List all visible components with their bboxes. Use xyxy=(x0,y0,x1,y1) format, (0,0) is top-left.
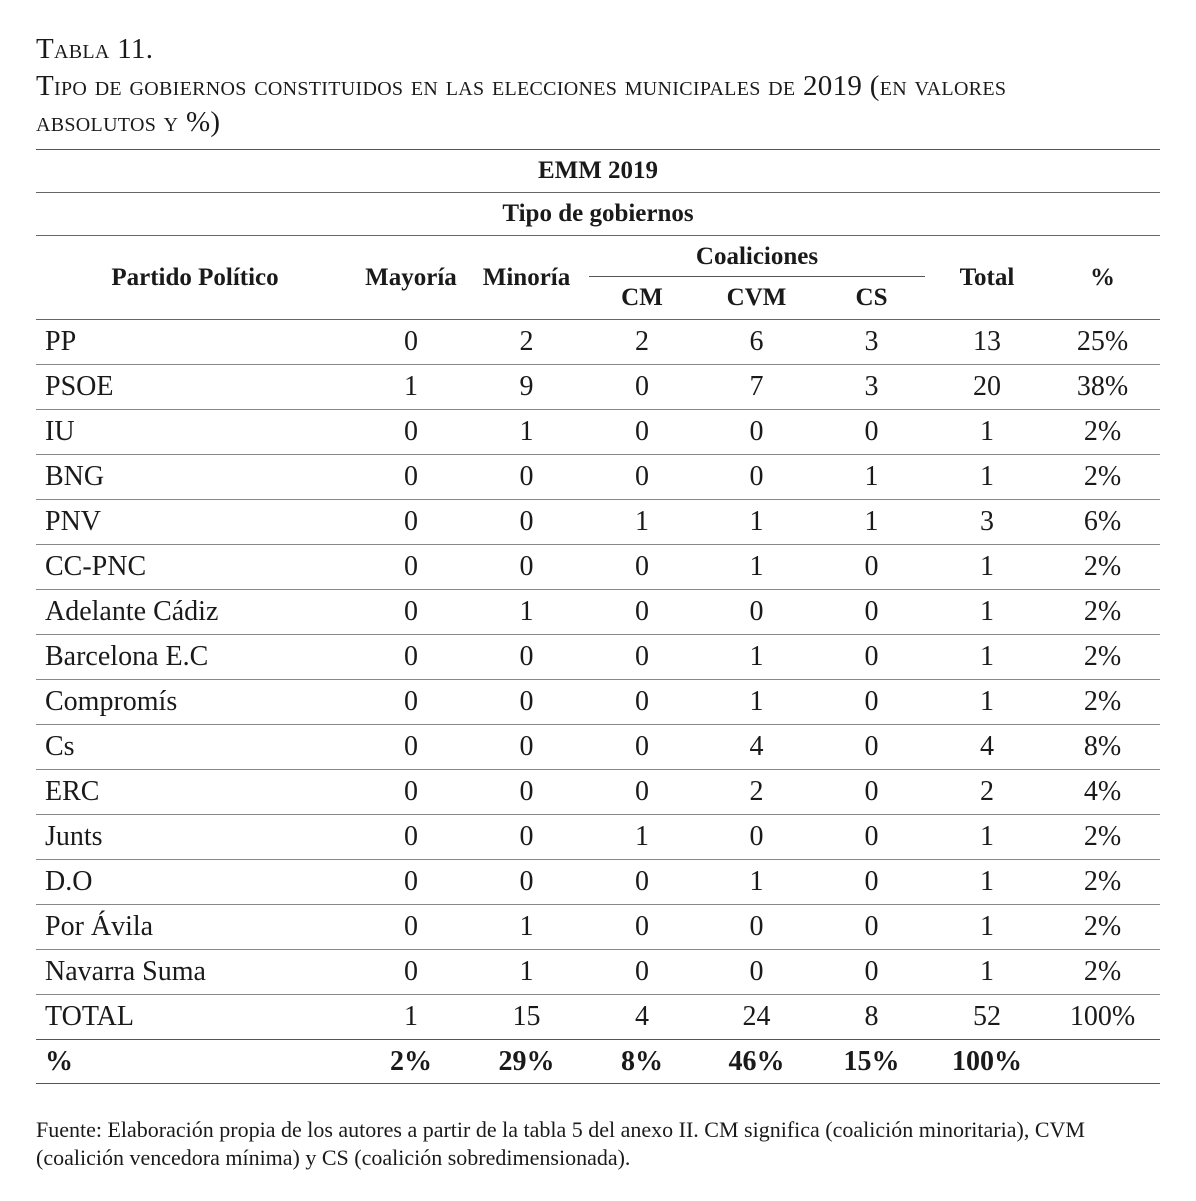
table-row xyxy=(36,635,1160,680)
cell-mayoria: 0 xyxy=(354,680,468,725)
cell-cvm: 2 xyxy=(699,770,814,815)
cell-cm: 2 xyxy=(585,320,699,365)
cell-cm: 0 xyxy=(585,365,699,410)
cell-mayoria: 0 xyxy=(354,635,468,680)
cell-minoria: 0 xyxy=(468,545,585,590)
cell-total: 1 xyxy=(929,590,1045,635)
cell-mayoria: 0 xyxy=(354,545,468,590)
cell-total: 20 xyxy=(929,365,1045,410)
cell-cvm: 0 xyxy=(699,590,814,635)
cell-cm: 1 xyxy=(585,500,699,545)
cell-pct: 6% xyxy=(1045,500,1160,545)
table-row xyxy=(36,950,1160,995)
table-row xyxy=(36,905,1160,950)
cell-cm: 0 xyxy=(585,950,699,995)
table-label: Tabla 11. xyxy=(36,33,154,65)
cell-party: D.O xyxy=(36,860,354,905)
cell-cvm: 0 xyxy=(699,455,814,500)
cell-cm: 0 xyxy=(585,455,699,500)
cell-pct: 2% xyxy=(1045,815,1160,860)
table-row xyxy=(36,365,1160,410)
header-mayoria: Mayoría xyxy=(354,236,468,320)
cell-mayoria: 0 xyxy=(354,905,468,950)
header-cvm: CVM xyxy=(699,277,814,320)
cell-pct: 4% xyxy=(1045,770,1160,815)
cell-cm: 1 xyxy=(585,815,699,860)
cell-minoria: 9 xyxy=(468,365,585,410)
cell-minoria: 0 xyxy=(468,500,585,545)
cell-total: 1 xyxy=(929,860,1045,905)
percentage-row xyxy=(36,1040,1160,1084)
banner-emm-2019: EMM 2019 xyxy=(36,150,1160,193)
cell-pct: 2% xyxy=(1045,410,1160,455)
header-total: Total xyxy=(929,236,1045,320)
cell-total: 1 xyxy=(929,815,1045,860)
cell-cs: 0 xyxy=(814,725,929,770)
cell-mayoria: 0 xyxy=(354,815,468,860)
cell-minoria: 0 xyxy=(468,680,585,725)
cell-cvm: 4 xyxy=(699,725,814,770)
banner-tipo-de-gobiernos: Tipo de gobiernos xyxy=(36,193,1160,236)
cell-cm: 4 xyxy=(585,995,699,1040)
cell-pct: 2% xyxy=(1045,950,1160,995)
table-title-line-2: absolutos y %) xyxy=(36,106,221,138)
cell-cs: 0 xyxy=(814,545,929,590)
table-row xyxy=(36,590,1160,635)
cell-cs: 0 xyxy=(814,950,929,995)
cell-cvm: 1 xyxy=(699,635,814,680)
cell-mayoria: 2% xyxy=(354,1040,468,1084)
header-coaliciones-label: Coaliciones xyxy=(695,242,819,270)
table-row xyxy=(36,500,1160,545)
cell-party: ERC xyxy=(36,770,354,815)
cell-party: Cs xyxy=(36,725,354,770)
cell-pct: 2% xyxy=(1045,590,1160,635)
cell-party: PSOE xyxy=(36,365,354,410)
cell-cs: 1 xyxy=(814,500,929,545)
cell-pct: 38% xyxy=(1045,365,1160,410)
cell-minoria: 2 xyxy=(468,320,585,365)
cell-cvm: 1 xyxy=(699,545,814,590)
cell-party: BNG xyxy=(36,455,354,500)
cell-mayoria: 0 xyxy=(354,590,468,635)
cell-cvm: 0 xyxy=(699,815,814,860)
cell-minoria: 15 xyxy=(468,995,585,1040)
header-minoria: Minoría xyxy=(468,236,585,320)
cell-cvm: 0 xyxy=(699,905,814,950)
cell-cvm: 0 xyxy=(699,410,814,455)
cell-minoria: 0 xyxy=(468,770,585,815)
cell-mayoria: 0 xyxy=(354,500,468,545)
table-row xyxy=(36,545,1160,590)
cell-party: IU xyxy=(36,410,354,455)
governments-table xyxy=(36,149,1160,1084)
cell-total: 1 xyxy=(929,455,1045,500)
cell-mayoria: 0 xyxy=(354,860,468,905)
cell-cvm: 0 xyxy=(699,950,814,995)
cell-cs: 0 xyxy=(814,410,929,455)
cell-cs: 0 xyxy=(814,860,929,905)
cell-minoria: 0 xyxy=(468,860,585,905)
cell-cm: 0 xyxy=(585,905,699,950)
cell-minoria: 0 xyxy=(468,815,585,860)
table-row xyxy=(36,455,1160,500)
cell-pct: 2% xyxy=(1045,455,1160,500)
cell-cm: 0 xyxy=(585,590,699,635)
cell-cm: 0 xyxy=(585,680,699,725)
total-row xyxy=(36,995,1160,1040)
cell-pct: 2% xyxy=(1045,860,1160,905)
cell-cvm: 1 xyxy=(699,500,814,545)
cell-total: 4 xyxy=(929,725,1045,770)
table-title-line-1: Tipo de gobiernos constituidos en las elecciones municipales de 2019 (en valores xyxy=(36,70,1007,102)
cell-cs: 0 xyxy=(814,590,929,635)
cell-cm: 0 xyxy=(585,725,699,770)
cell-cvm: 6 xyxy=(699,320,814,365)
cell-minoria: 1 xyxy=(468,590,585,635)
cell-mayoria: 1 xyxy=(354,995,468,1040)
cell-party: CC-PNC xyxy=(36,545,354,590)
cell-cs: 0 xyxy=(814,770,929,815)
cell-pct: 2% xyxy=(1045,635,1160,680)
cell-minoria: 0 xyxy=(468,725,585,770)
source-note: Fuente: Elaboración propia de los autores a partir de la tabla 5 del anexo II. CM significa (coalición minoritaria), CVM (coalición vencedora mínima) y CS (coalición sobredimensionada). xyxy=(36,1117,1085,1170)
cell-party: Por Ávila xyxy=(36,905,354,950)
cell-party: TOTAL xyxy=(36,995,354,1040)
cell-total: 13 xyxy=(929,320,1045,365)
cell-mayoria: 0 xyxy=(354,410,468,455)
cell-party: Junts xyxy=(36,815,354,860)
cell-total: 1 xyxy=(929,680,1045,725)
cell-cs: 0 xyxy=(814,815,929,860)
cell-mayoria: 0 xyxy=(354,725,468,770)
cell-minoria: 29% xyxy=(468,1040,585,1084)
cell-cm: 8% xyxy=(585,1040,699,1084)
cell-total: 1 xyxy=(929,410,1045,455)
cell-cs: 0 xyxy=(814,680,929,725)
cell-pct: 8% xyxy=(1045,725,1160,770)
coaliciones-underline xyxy=(589,276,925,277)
cell-minoria: 1 xyxy=(468,905,585,950)
cell-cvm: 1 xyxy=(699,680,814,725)
cell-pct: 2% xyxy=(1045,680,1160,725)
cell-mayoria: 0 xyxy=(354,455,468,500)
table-row xyxy=(36,770,1160,815)
cell-party: Navarra Suma xyxy=(36,950,354,995)
cell-mayoria: 0 xyxy=(354,950,468,995)
header-cs: CS xyxy=(814,277,929,320)
cell-mayoria: 0 xyxy=(354,320,468,365)
table-row xyxy=(36,410,1160,455)
cell-party: % xyxy=(36,1040,354,1084)
cell-cvm: 24 xyxy=(699,995,814,1040)
cell-pct: 2% xyxy=(1045,905,1160,950)
table-row xyxy=(36,815,1160,860)
table-row xyxy=(36,680,1160,725)
header-cm: CM xyxy=(585,277,699,320)
cell-minoria: 0 xyxy=(468,455,585,500)
cell-cvm: 46% xyxy=(699,1040,814,1084)
cell-party: PNV xyxy=(36,500,354,545)
cell-party: PP xyxy=(36,320,354,365)
cell-cs: 1 xyxy=(814,455,929,500)
cell-total: 52 xyxy=(929,995,1045,1040)
cell-pct: 100% xyxy=(1045,995,1160,1040)
cell-mayoria: 1 xyxy=(354,365,468,410)
table-caption xyxy=(36,30,1166,140)
table-row xyxy=(36,320,1160,365)
cell-cm: 0 xyxy=(585,410,699,455)
header-pct: % xyxy=(1045,236,1160,320)
cell-total: 3 xyxy=(929,500,1045,545)
cell-minoria: 1 xyxy=(468,950,585,995)
cell-minoria: 1 xyxy=(468,410,585,455)
cell-cs: 15% xyxy=(814,1040,929,1084)
cell-total: 100% xyxy=(929,1040,1045,1084)
cell-cm: 0 xyxy=(585,770,699,815)
table-row xyxy=(36,725,1160,770)
cell-cs: 0 xyxy=(814,905,929,950)
cell-party: Compromís xyxy=(36,680,354,725)
header-party: Partido Político xyxy=(36,236,354,320)
cell-cm: 0 xyxy=(585,545,699,590)
cell-cs: 0 xyxy=(814,635,929,680)
cell-cs: 3 xyxy=(814,320,929,365)
cell-pct xyxy=(1045,1040,1160,1084)
cell-party: Adelante Cádiz xyxy=(36,590,354,635)
cell-cs: 3 xyxy=(814,365,929,410)
cell-minoria: 0 xyxy=(468,635,585,680)
cell-cs: 8 xyxy=(814,995,929,1040)
table-row xyxy=(36,860,1160,905)
cell-total: 1 xyxy=(929,905,1045,950)
cell-total: 2 xyxy=(929,770,1045,815)
cell-total: 1 xyxy=(929,545,1045,590)
cell-party: Barcelona E.C xyxy=(36,635,354,680)
cell-total: 1 xyxy=(929,950,1045,995)
cell-cm: 0 xyxy=(585,635,699,680)
cell-pct: 2% xyxy=(1045,545,1160,590)
cell-cvm: 7 xyxy=(699,365,814,410)
header-coaliciones xyxy=(585,236,929,278)
cell-cm: 0 xyxy=(585,860,699,905)
cell-total: 1 xyxy=(929,635,1045,680)
cell-cvm: 1 xyxy=(699,860,814,905)
cell-mayoria: 0 xyxy=(354,770,468,815)
cell-pct: 25% xyxy=(1045,320,1160,365)
